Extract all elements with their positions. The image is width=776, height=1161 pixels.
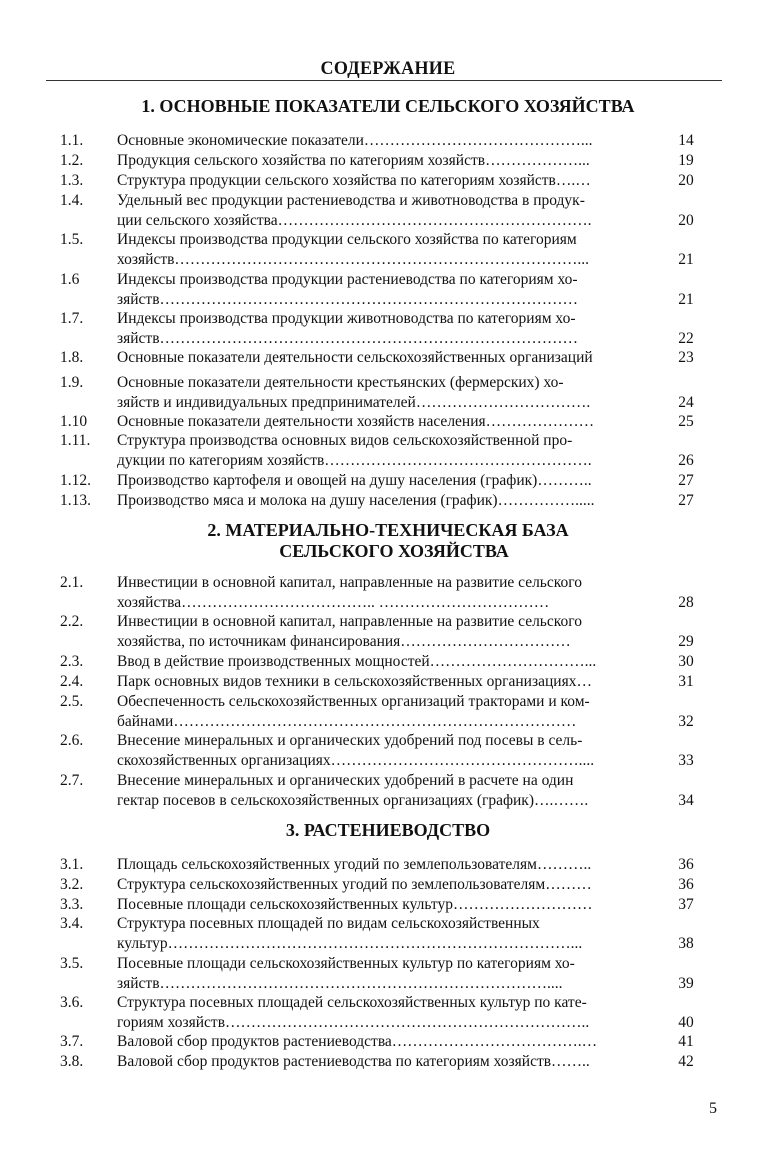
toc-entry-title-line: дукции по категориям хозяйств……………………………………………. (117, 451, 592, 469)
toc-entry-title-line: Посевные площади сельскохозяйственных культур по категориям хо- (117, 955, 575, 972)
page-number: 5 (709, 1100, 717, 1117)
toc-entry-title-line: Ввод в действие производственных мощностей…………………………... (117, 653, 597, 670)
toc-entry-page: 25 (678, 413, 694, 430)
toc-entry-page: 37 (678, 896, 694, 913)
toc-entry-title (117, 230, 644, 269)
toc-entry-title (117, 612, 644, 651)
toc-entry-title-line: Структура посевных площадей сельскохозяйственных культур по кате- (117, 994, 587, 1011)
toc-entry-page: 26 (678, 451, 694, 469)
toc-entry-title (117, 895, 644, 915)
toc-entry-page: 29 (678, 632, 694, 650)
toc-entry-title-line: Структура продукции сельского хозяйства по категориям хозяйств….… (117, 172, 591, 189)
toc-entry-page: 40 (678, 1013, 694, 1031)
toc-entry-page: 38 (678, 934, 694, 952)
toc-entry-title-line: Площадь сельскохозяйственных угодий по землепользователям……….. (117, 856, 592, 873)
toc-entry-number: 1.3. (60, 172, 84, 189)
toc-entry-title (117, 1032, 644, 1052)
toc-entry-title-line: зяйств……………………………………………………………………… (117, 290, 579, 308)
toc-entry-title (117, 855, 644, 875)
toc-entry-page: 20 (678, 211, 694, 229)
toc-entry-title-line: хозяйств……………………………………………………………………... (117, 250, 590, 268)
toc-entry-title-line: гориям хозяйств…………………………………………………………….. (117, 1013, 590, 1031)
toc-entry-title (117, 993, 644, 1032)
toc-entry-title (117, 652, 644, 672)
toc-entry-number: 3.1. (60, 856, 84, 873)
toc-entry-title (117, 692, 644, 731)
toc-entry-title (117, 914, 644, 953)
toc-entry-page: 27 (678, 492, 694, 509)
toc-entry-page: 22 (678, 329, 694, 347)
toc-entry-number: 3.4. (60, 915, 84, 932)
toc-entry-title-line: Инвестиции в основной капитал, направленные на развитие сельского (117, 613, 582, 630)
toc-entry-number: 3.7. (60, 1033, 84, 1050)
toc-entry-title-line: Производство картофеля и овощей на душу населения (график)……….. (117, 472, 592, 489)
toc-entry-title-line: зяйств……………………………………………………………………… (117, 329, 579, 347)
toc-entry-page: 31 (678, 673, 694, 690)
toc-entry-number: 1.2. (60, 152, 84, 169)
toc-entry-title-line: Основные показатели деятельности хозяйств населения………………… (117, 413, 595, 430)
toc-entry-number: 1.5. (60, 231, 84, 248)
toc-entry-page: 14 (678, 132, 694, 149)
toc-entry-number: 1.12. (60, 472, 91, 489)
toc-entry-number: 3.2. (60, 876, 84, 893)
toc-entry-title (117, 471, 644, 491)
toc-entry-title (117, 875, 644, 895)
toc-entry-number: 1.13. (60, 492, 91, 509)
toc-entry-title (117, 1052, 644, 1072)
title-underline (46, 80, 722, 81)
toc-entry-title (117, 731, 644, 770)
toc-entry-title-line: Структура посевных площадей по видам сельскохозяйственных (117, 915, 540, 932)
toc-entry-title (117, 954, 644, 993)
toc-entry-number: 2.5. (60, 693, 84, 710)
toc-entry-number: 1.7. (60, 310, 84, 327)
toc-entry-number: 2.6. (60, 732, 84, 749)
toc-entry-title-line: Структура сельскохозяйственных угодий по землепользователям……… (117, 876, 592, 893)
toc-entry-title (117, 412, 644, 432)
toc-entry-page: 24 (678, 393, 694, 411)
toc-entry-title-line: Основные экономические показатели……………………………………... (117, 132, 593, 149)
toc-entry-page: 30 (678, 653, 694, 670)
toc-entry-title-line: Индексы производства продукции растениеводства по категориям хо- (117, 271, 578, 288)
toc-entry-title-line: Основные показатели деятельности сельскохозяйственных организаций (117, 349, 593, 366)
section-3-heading: 3. РАСТЕНИЕВОДСТВО (285, 820, 491, 840)
toc-entry-title-line: зяйств и индивидуальных предпринимателей……………………………. (117, 393, 591, 411)
toc-entry-page: 21 (678, 290, 694, 308)
toc-entry-title (117, 171, 644, 191)
toc-entry-page: 42 (678, 1053, 694, 1070)
toc-entry-title (117, 672, 644, 692)
toc-entry-title (117, 373, 644, 412)
section-1-heading: 1. ОСНОВНЫЕ ПОКАЗАТЕЛИ СЕЛЬСКОГО ХОЗЯЙСТВА (141, 96, 635, 116)
toc-entry-number: 1.6 (60, 271, 80, 288)
toc-entry-title-line: Валовой сбор продуктов растениеводства по категориям хозяйств…….. (117, 1053, 590, 1070)
section-2-heading-line-2: СЕЛЬСКОГО ХОЗЯЙСТВА (279, 541, 509, 561)
toc-entry-page: 33 (678, 751, 694, 769)
toc-entry-title-line: гектар посевов в сельскохозяйственных организациях (график)….……. (117, 791, 589, 809)
toc-entry-title-line: Парк основных видов техники в сельскохозяйственных организациях… (117, 673, 592, 690)
toc-entry-title-line: Внесение минеральных и органических удобрений в расчете на один (117, 772, 574, 789)
toc-entry-title-line: Обеспеченность сельскохозяйственных организаций тракторами и ком- (117, 693, 590, 710)
toc-entry-number: 3.6. (60, 994, 84, 1011)
toc-entry-number: 1.4. (60, 192, 84, 209)
toc-entry-title (117, 491, 644, 511)
toc-entry-title (117, 771, 644, 810)
toc-entry-title-line: хозяйства……………………………….. …………………………… (117, 593, 550, 611)
toc-entry-page: 27 (678, 472, 694, 489)
toc-entry-page: 19 (678, 152, 694, 169)
toc-entry-page: 23 (678, 349, 694, 366)
toc-entry-number: 1.8. (60, 349, 84, 366)
toc-entry-number: 3.8. (60, 1053, 84, 1070)
toc-entry-title-line: Основные показатели деятельности крестьянских (фермерских) хо- (117, 374, 564, 391)
toc-entry-title-line: байнами…………………………………………………………………… (117, 712, 577, 730)
toc-entry-title-line: Удельный вес продукции растениеводства и животноводства в продук- (117, 192, 585, 209)
toc-entry-title-line: Внесение минеральных и органических удобрений под посевы в сель- (117, 732, 583, 749)
toc-entry-title-line: скохозяйственных организациях………………………………………….... (117, 751, 595, 769)
toc-entry-title (117, 309, 644, 348)
toc-entry-number: 2.7. (60, 772, 84, 789)
toc-entry-number: 2.3. (60, 653, 84, 670)
toc-entry-title-line: Инвестиции в основной капитал, направленные на развитие сельского (117, 574, 582, 591)
toc-entry-title-line: хозяйства, по источникам финансирования…………………………… (117, 632, 571, 650)
toc-entry-title (117, 151, 644, 171)
toc-entry-title (117, 191, 644, 230)
page-title: СОДЕРЖАНИЕ (320, 58, 456, 79)
toc-entry-number: 2.1. (60, 574, 84, 591)
toc-entry-page: 36 (678, 856, 694, 873)
toc-entry-title-line: ции сельского хозяйства……………………………………………………. (117, 211, 592, 229)
toc-entry-title (117, 131, 644, 151)
toc-entry-title (117, 270, 644, 309)
toc-entry-number: 2.2. (60, 613, 84, 630)
toc-entry-page: 41 (678, 1033, 694, 1050)
toc-entry-title-line: культур……………………………………………………………………... (117, 934, 583, 952)
toc-entry-title-line: Индексы производства продукции сельского хозяйства по категориям (117, 231, 577, 248)
toc-entry-number: 1.1. (60, 132, 84, 149)
toc-entry-title-line: Посевные площади сельскохозяйственных культур……………………… (117, 896, 593, 913)
toc-entry-page: 36 (678, 876, 694, 893)
toc-entry-title-line: зяйств………………………………………………………………….... (117, 974, 563, 992)
toc-entry-page: 32 (678, 712, 694, 730)
toc-entry-number: 3.3. (60, 896, 84, 913)
toc-entry-title (117, 348, 644, 368)
toc-entry-number: 1.9. (60, 374, 84, 391)
toc-entry-title-line: Структура производства основных видов сельскохозяйственной про- (117, 432, 573, 449)
toc-entry-number: 2.4. (60, 673, 84, 690)
toc-entry-page: 20 (678, 172, 694, 189)
toc-entry-page: 28 (678, 593, 694, 611)
toc-entry-title-line: Индексы производства продукции животноводства по категориям хо- (117, 310, 576, 327)
toc-entry-title-line: Валовой сбор продуктов растениеводства……………………………….… (117, 1033, 598, 1050)
toc-entry-page: 21 (678, 250, 694, 268)
section-2-heading (0, 520, 776, 562)
toc-entry-page: 34 (678, 791, 694, 809)
toc-entry-number: 3.5. (60, 955, 84, 972)
section-2-heading-line-1: 2. МАТЕРИАЛЬНО-ТЕХНИЧЕСКАЯ БАЗА (207, 520, 569, 540)
toc-entry-number: 1.10 (60, 413, 88, 430)
toc-entry-number: 1.11. (60, 432, 91, 449)
toc-entry-title (117, 573, 644, 612)
toc-entry-title-line: Продукция сельского хозяйства по категориям хозяйств………………... (117, 152, 590, 169)
toc-entry-page: 39 (678, 974, 694, 992)
toc-entry-title (117, 431, 644, 470)
toc-entry-title-line: Производство мяса и молока на душу населения (график)……………..... (117, 492, 595, 509)
